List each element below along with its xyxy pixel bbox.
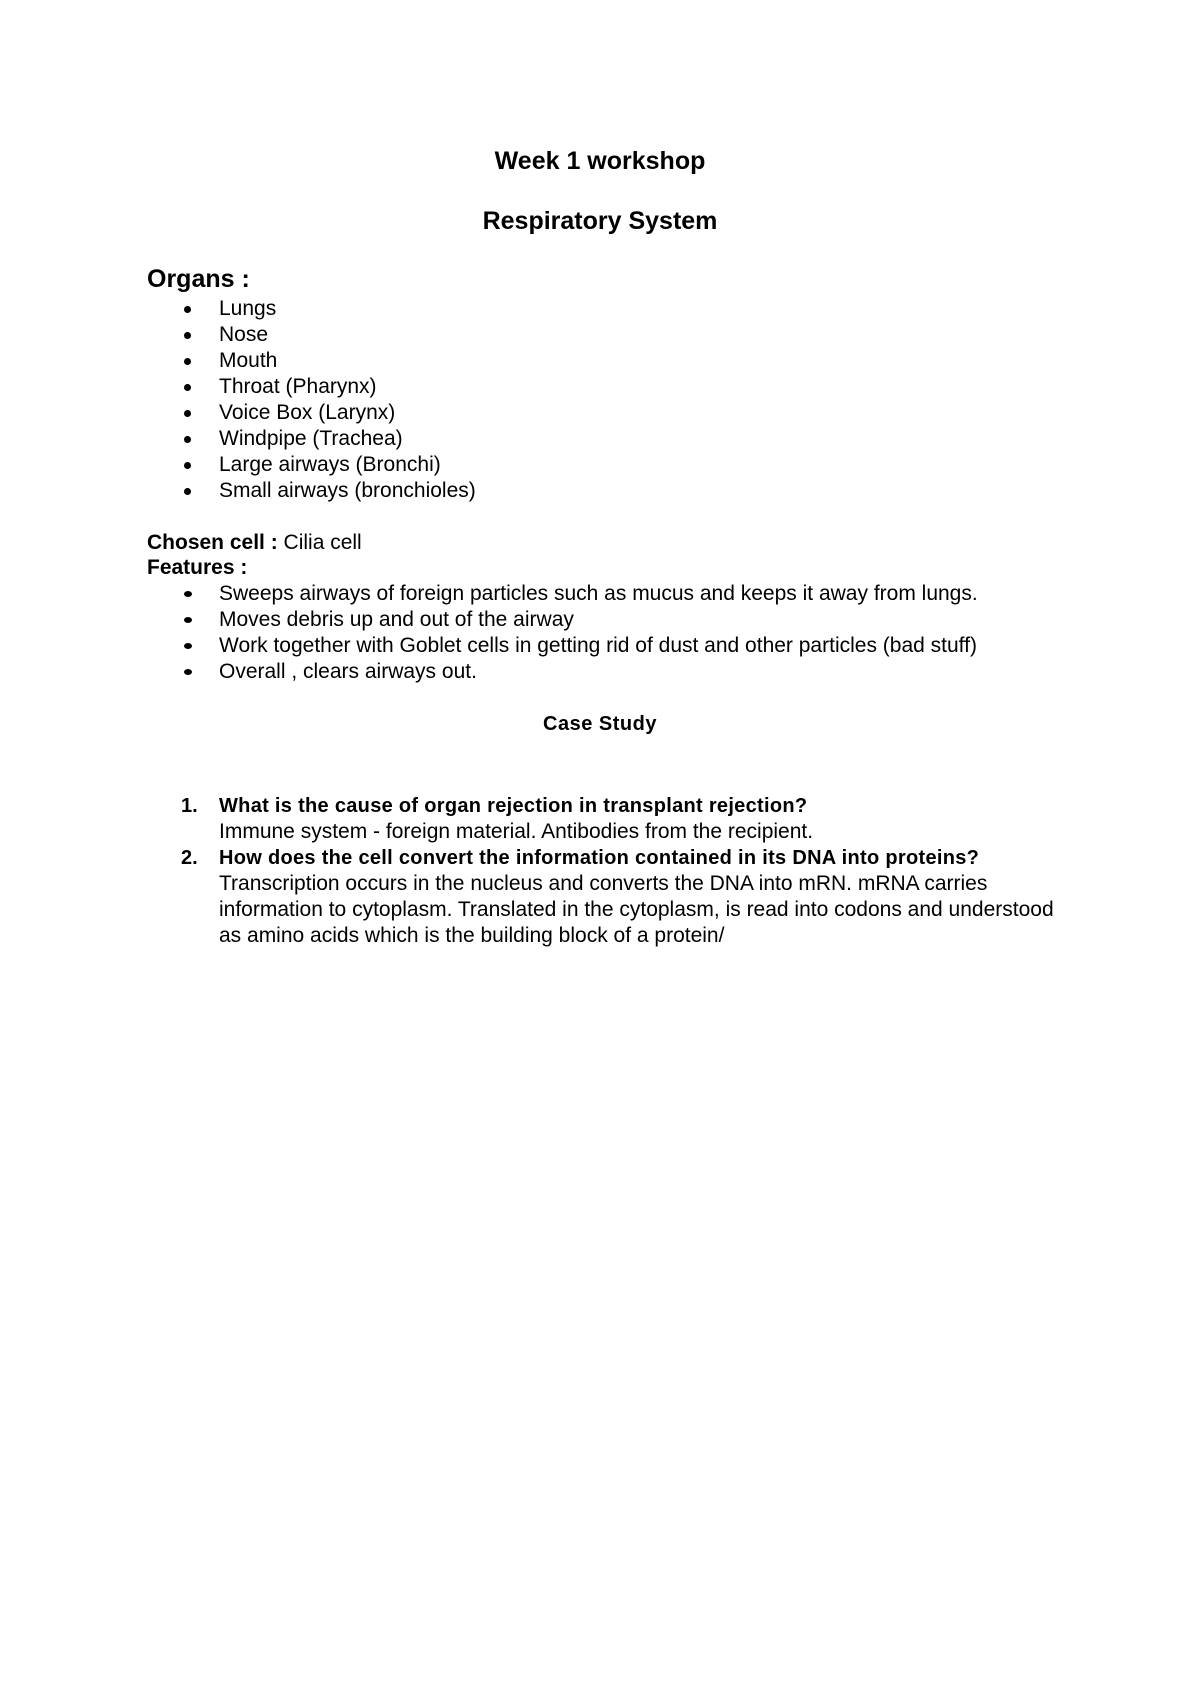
question-text: What is the cause of organ rejection in transplant rejection?	[219, 795, 808, 817]
bullet-icon	[184, 436, 191, 443]
bullet-icon	[184, 410, 191, 417]
bullet-icon	[184, 488, 191, 495]
bullet-icon	[184, 591, 192, 597]
bullet-icon	[184, 384, 191, 391]
bullet-icon	[184, 462, 191, 469]
question-number: 2.	[181, 847, 198, 869]
case-study-heading: Case Study	[543, 713, 657, 735]
bullet-icon	[184, 358, 191, 365]
answer-text: Transcription occurs in the nucleus and converts the DNA into mRN. mRNA carries information to cytoplasm. Translated in the cytoplasm, is read into codons and understood as amino acids which is the building block of a protein/	[219, 872, 1054, 947]
organs-heading: Organs :	[147, 265, 250, 293]
question-number: 1.	[181, 795, 198, 817]
bullet-icon	[184, 306, 191, 313]
question-text: How does the cell convert the information contained in its DNA into proteins?	[219, 847, 980, 869]
bullet-icon	[184, 332, 191, 339]
chosen-cell-line	[147, 530, 362, 556]
features-label: Features :	[147, 556, 248, 579]
document-page: Week 1 workshop Respiratory System Organs : Lungs Nose Mouth Throat (Pharynx) Voice Box (Larynx) Windpipe (Trachea) Large airways (Bronchi) Small airways (bronchioles) Chosen cell : Cilia cell Features : Sweeps airways of foreign particles such as mucus and keeps it away from lungs. Moves debris up and out of the airway Work together with Goblet cells in getting rid of dust and other particles (bad stuff) Overall , clears airways out. Case Study 1. What is the cause of organ rejection in transplant rejection? Immune system - foreign material. Antibodies from the recipient. 2. How does the cell convert the information contained in its DNA into proteins? Transcription occurs in the nucleus and converts the DNA into mRN. mRNA carries information to cytoplasm. Translated in the cytoplasm, is read into codons and understood as amino acids which is the building block of a protein/	[0, 0, 1200, 1698]
chosen-cell-label: Chosen cell :	[147, 531, 278, 554]
chosen-cell-value: Cilia cell	[277, 531, 362, 554]
bullet-icon	[184, 669, 192, 675]
document-subtitle: Respiratory System	[482, 207, 718, 235]
bullet-icon	[184, 617, 192, 623]
document-title: Week 1 workshop	[494, 147, 706, 175]
answer-text: Immune system - foreign material. Antibodies from the recipient.	[219, 820, 814, 843]
bullet-icon	[184, 643, 192, 649]
